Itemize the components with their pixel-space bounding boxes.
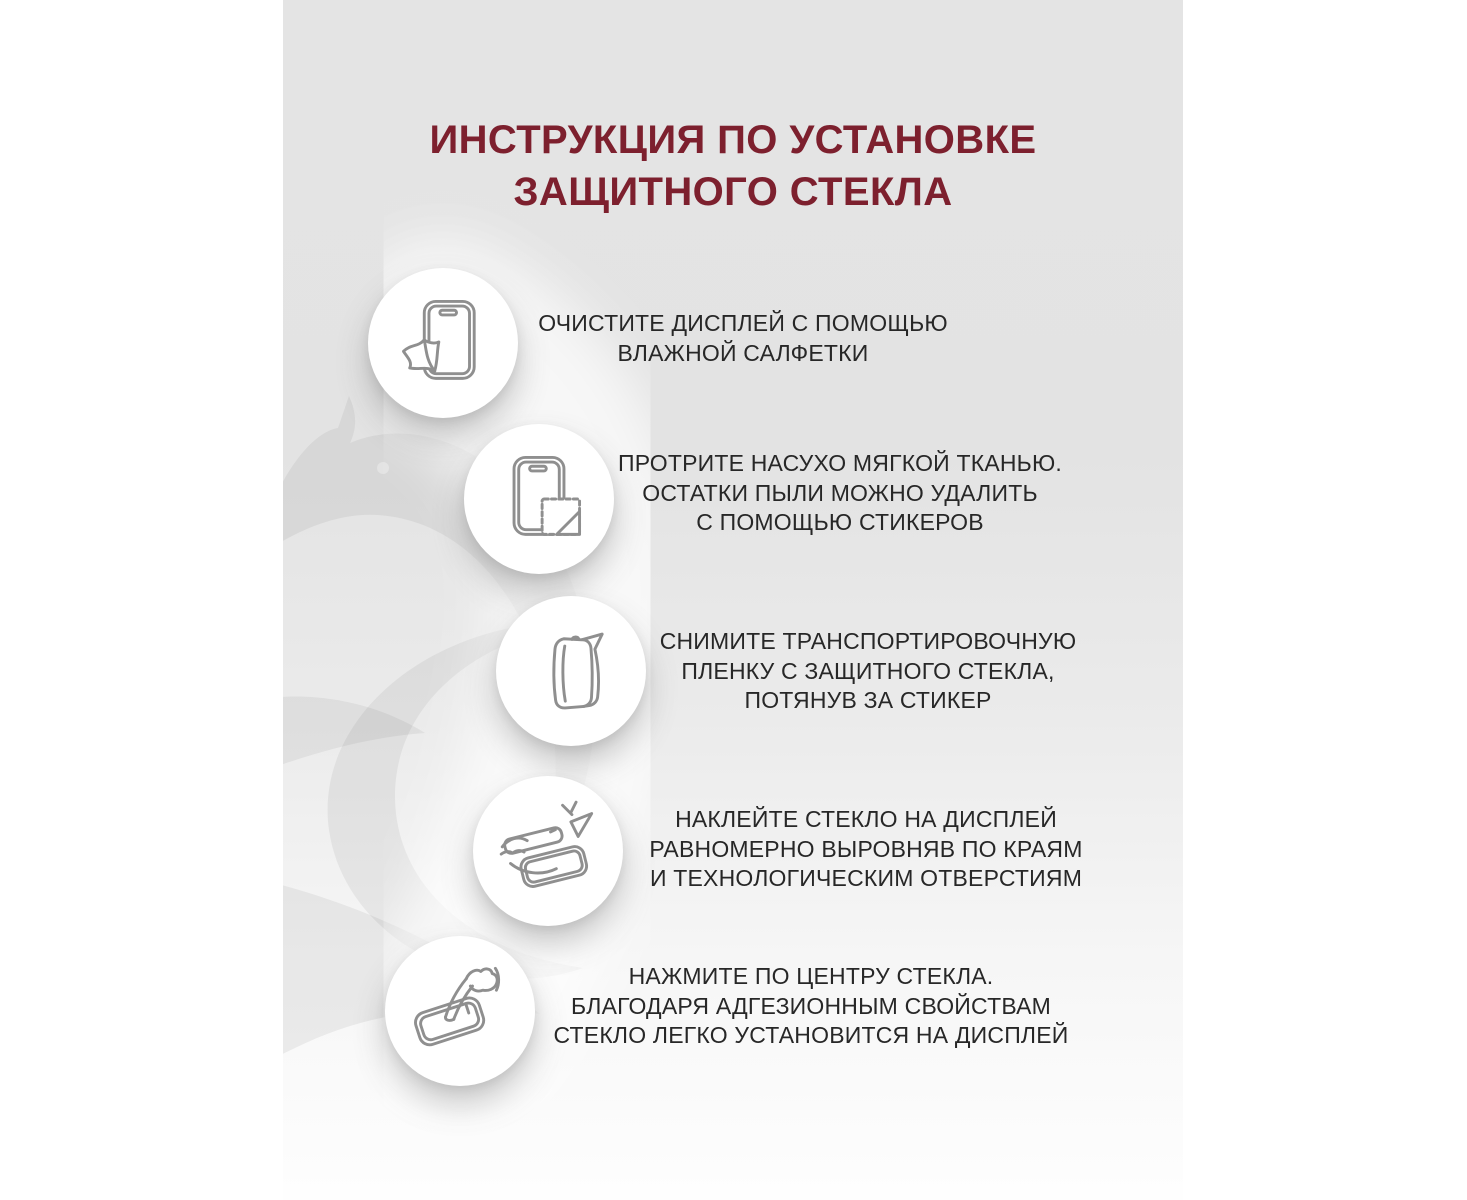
phone-sticker-icon <box>487 447 591 551</box>
step4-line2: РАВНОМЕРНО ВЫРОВНЯВ ПО КРАЯМ <box>649 835 1083 862</box>
align-glass-icon <box>496 799 600 903</box>
step4-line1: НАКЛЕЙТЕ СТЕКЛО НА ДИСПЛЕЙ <box>675 806 1057 832</box>
step3-line3: ПОТЯНУВ ЗА СТИКЕР <box>744 687 992 713</box>
bird-eye <box>377 462 389 474</box>
infographic-panel <box>283 0 1183 1200</box>
step4-line3: И ТЕХНОЛОГИЧЕСКИМ ОТВЕРСТИЯМ <box>649 865 1083 891</box>
step-text-4 <box>649 805 1082 894</box>
page-title <box>283 114 1183 218</box>
step1-line2: ВЛАЖНОЙ САЛФЕТКИ <box>617 339 869 366</box>
step5-line1: НАЖМИТЕ ПО ЦЕНТРУ СТЕКЛА. <box>628 963 994 989</box>
step5-line2: БЛАГОДАРЯ АДГЕЗИОННЫМ СВОЙСТВАМ <box>570 992 1052 1019</box>
step2-line1: ПРОТРИТЕ НАСУХО МЯГКОЙ ТКАНЬЮ. <box>617 450 1063 476</box>
step-text-1 <box>538 309 948 368</box>
page-title-line2: ЗАЩИТНОГО СТЕКЛА <box>513 170 953 214</box>
step-circle-1 <box>368 268 518 418</box>
step2-line2: ОСТАТКИ ПЫЛИ МОЖНО УДАЛИТЬ <box>642 479 1038 506</box>
step3-line2: ПЛЕНКУ С ЗАЩИТНОГО СТЕКЛА, <box>681 657 1055 684</box>
step-circle-5 <box>385 936 535 1086</box>
step-circle-4 <box>473 776 623 926</box>
page-title-line1: ИНСТРУКЦИЯ ПО УСТАНОВКЕ <box>429 118 1037 162</box>
step-text-2 <box>618 449 1062 538</box>
step2-line3: С ПОМОЩЬЮ СТИКЕРОВ <box>696 509 984 535</box>
step-text-3 <box>660 627 1077 716</box>
step-text-5 <box>554 962 1069 1051</box>
phone-wipe-icon <box>391 291 495 395</box>
step3-line1: СНИМИТЕ ТРАНСПОРТИРОВОЧНУЮ <box>659 628 1077 654</box>
step-circle-3 <box>496 596 646 746</box>
step-circle-2 <box>464 424 614 574</box>
press-center-icon <box>408 959 512 1063</box>
step1-line1: ОЧИСТИТЕ ДИСПЛЕЙ С ПОМОЩЬЮ <box>538 310 948 336</box>
film-peel-icon <box>519 619 623 723</box>
step5-line3: СТЕКЛО ЛЕГКО УСТАНОВИТСЯ НА ДИСПЛЕЙ <box>553 1022 1069 1048</box>
